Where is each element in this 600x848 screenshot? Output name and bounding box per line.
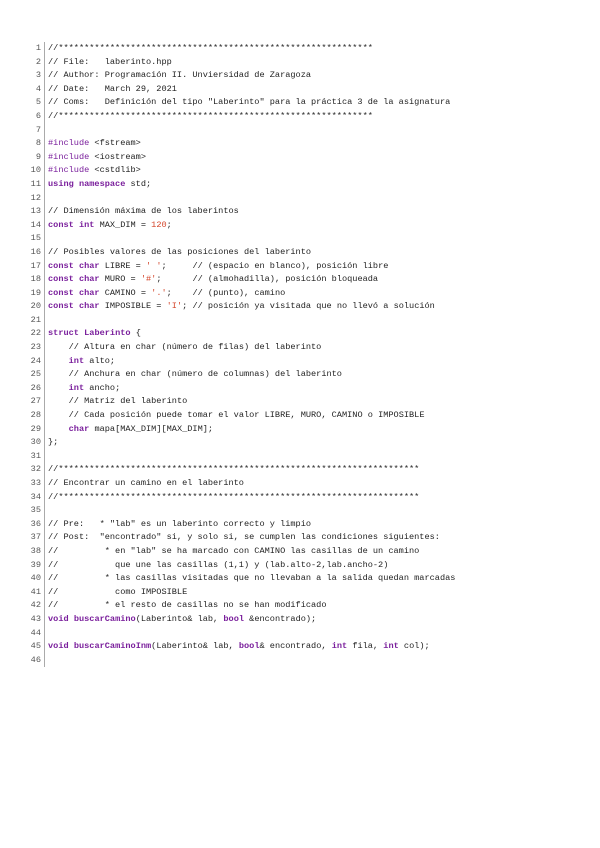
code-token: // que une las casillas (1,1) y (lab.alto-2,lab.ancho-2)	[48, 559, 389, 570]
code-token: mapa[MAX_DIM][MAX_DIM];	[89, 423, 214, 434]
line-number: 36	[27, 518, 45, 532]
line-number: 41	[27, 586, 45, 600]
line-source	[45, 599, 587, 613]
line-source	[45, 341, 587, 355]
line-number: 9	[27, 151, 45, 165]
code-line	[27, 640, 587, 654]
line-source	[45, 518, 587, 532]
line-source	[45, 531, 587, 545]
code-token: // como IMPOSIBLE	[48, 586, 188, 597]
code-line	[27, 545, 587, 559]
code-line	[27, 300, 587, 314]
code-line	[27, 613, 587, 627]
code-token: // * en "lab" se ha marcado con CAMINO las casillas de un camino	[48, 545, 420, 556]
code-token: fila,	[347, 641, 384, 652]
code-token: int	[383, 641, 399, 652]
line-source	[45, 450, 587, 464]
code-line	[27, 327, 587, 341]
line-source	[45, 586, 587, 600]
code-line	[27, 205, 587, 219]
line-number: 40	[27, 572, 45, 586]
line-number: 7	[27, 124, 45, 138]
code-token	[48, 410, 69, 420]
code-token: // Author: Programación II. Unviersidad de Zaragoza	[48, 70, 312, 81]
line-number: 23	[27, 341, 45, 355]
code-token: MURO =	[99, 274, 141, 285]
code-token: ancho;	[84, 382, 121, 393]
code-line	[27, 654, 587, 668]
line-number: 46	[27, 654, 45, 668]
code-token: //**********************************************************************	[48, 464, 420, 475]
code-token: void	[48, 613, 69, 624]
line-number: 15	[27, 232, 45, 246]
line-number: 11	[27, 178, 45, 192]
line-number: 2	[27, 56, 45, 70]
code-line	[27, 423, 587, 437]
line-source	[45, 382, 587, 396]
code-line	[27, 192, 587, 206]
code-token: //**********************************************************************	[48, 491, 420, 502]
line-source	[45, 69, 587, 83]
line-number: 37	[27, 531, 45, 545]
line-number: 19	[27, 287, 45, 301]
line-number: 14	[27, 219, 45, 233]
code-line	[27, 395, 587, 409]
code-token: LIBRE =	[99, 260, 146, 271]
code-token: const char	[48, 260, 100, 271]
code-token: // * las casillas visitadas que no llevaban a la salida quedan marcadas	[48, 573, 456, 584]
code-line	[27, 450, 587, 464]
code-token: //*************************************************************	[48, 110, 373, 121]
code-token: (Laberinto& lab,	[135, 613, 224, 624]
code-line	[27, 96, 587, 110]
line-number: 18	[27, 273, 45, 287]
code-token: // * el resto de casillas no se han modificado	[48, 600, 327, 611]
code-token: <fstream>	[89, 138, 141, 149]
line-source	[45, 192, 587, 206]
code-token: buscarCamino	[73, 613, 136, 624]
code-token	[48, 424, 69, 434]
code-line	[27, 477, 587, 491]
line-number: 29	[27, 423, 45, 437]
code-token: //*************************************************************	[48, 43, 373, 53]
code-line	[27, 627, 587, 641]
code-token: int	[331, 641, 348, 652]
code-token: struct	[48, 328, 79, 339]
code-token: // (espacio en blanco), posición libre	[192, 260, 389, 271]
code-token: int	[68, 355, 85, 366]
line-source	[45, 287, 587, 301]
code-line	[27, 219, 587, 233]
line-source	[45, 205, 587, 219]
line-number: 16	[27, 246, 45, 260]
code-token: // File: laberinto.hpp	[48, 56, 172, 67]
line-number: 45	[27, 640, 45, 654]
code-token: & encontrado,	[259, 641, 332, 652]
code-token: // Matriz del laberinto	[68, 396, 188, 407]
line-number: 28	[27, 409, 45, 423]
code-line	[27, 151, 587, 165]
line-source	[45, 219, 587, 233]
code-token: void	[48, 641, 69, 652]
code-listing	[27, 42, 587, 667]
code-token: const char	[48, 301, 100, 312]
code-token: '.'	[151, 287, 167, 298]
code-line	[27, 586, 587, 600]
code-token: ;	[161, 260, 193, 271]
code-token: #include	[48, 151, 90, 162]
line-source	[45, 232, 587, 246]
code-line	[27, 463, 587, 477]
line-number: 17	[27, 260, 45, 274]
line-source	[45, 627, 587, 641]
code-token: // posición ya visitada que no llevó a solución	[192, 301, 435, 312]
code-token: // Encontrar un camino en el laberinto	[48, 478, 244, 488]
code-line	[27, 355, 587, 369]
code-token: // Altura en char (número de filas) del laberinto	[68, 342, 322, 353]
line-source	[45, 504, 587, 518]
line-number: 38	[27, 545, 45, 559]
line-source	[45, 300, 587, 314]
code-token: ;	[156, 274, 193, 285]
code-token: const int	[48, 219, 95, 230]
code-token: // Posibles valores de las posiciones del laberinto	[48, 246, 312, 257]
code-token: std;	[125, 178, 152, 189]
code-token: const char	[48, 274, 100, 285]
line-number: 1	[27, 42, 45, 56]
line-number: 44	[27, 627, 45, 641]
code-line	[27, 382, 587, 396]
line-source	[45, 96, 587, 110]
code-token: ;	[166, 287, 193, 298]
code-line	[27, 504, 587, 518]
code-line	[27, 409, 587, 423]
code-token: };	[48, 437, 59, 448]
code-line	[27, 314, 587, 328]
code-token	[48, 396, 69, 406]
code-token: // Dimensión máxima de los laberintos	[48, 206, 239, 217]
code-line	[27, 572, 587, 586]
code-line	[27, 491, 587, 505]
code-token: using namespace	[48, 178, 126, 189]
code-line	[27, 368, 587, 382]
line-source	[45, 640, 587, 654]
code-token	[48, 342, 69, 352]
code-line	[27, 287, 587, 301]
code-line	[27, 341, 587, 355]
line-number: 26	[27, 382, 45, 396]
line-source	[45, 137, 587, 151]
code-line	[27, 246, 587, 260]
line-source	[45, 463, 587, 477]
line-number: 27	[27, 395, 45, 409]
line-source	[45, 654, 587, 668]
code-token: // Coms: Definición del tipo "Laberinto" para la práctica 3 de la asignatura	[48, 97, 451, 108]
code-token: {	[130, 328, 141, 339]
line-number: 39	[27, 559, 45, 573]
line-number: 32	[27, 463, 45, 477]
code-token: <iostream>	[89, 151, 146, 162]
code-line	[27, 260, 587, 274]
code-line	[27, 164, 587, 178]
code-token: #include	[48, 165, 90, 176]
line-source	[45, 368, 587, 382]
line-source	[45, 613, 587, 627]
line-number: 22	[27, 327, 45, 341]
line-number: 5	[27, 96, 45, 110]
code-token: #include	[48, 138, 90, 149]
line-source	[45, 83, 587, 97]
code-token: &encontrado);	[244, 613, 317, 624]
line-number: 35	[27, 504, 45, 518]
code-token: // (punto), camino	[192, 287, 286, 298]
line-source	[45, 559, 587, 573]
code-token: char	[68, 423, 90, 434]
line-source	[45, 42, 587, 56]
line-source	[45, 151, 587, 165]
line-number: 34	[27, 491, 45, 505]
line-number: 13	[27, 205, 45, 219]
code-token: bool	[238, 641, 260, 652]
line-number: 6	[27, 110, 45, 124]
code-token: 120	[151, 219, 167, 230]
line-source	[45, 164, 587, 178]
line-source	[45, 273, 587, 287]
line-source	[45, 110, 587, 124]
code-line	[27, 42, 587, 56]
line-number: 12	[27, 192, 45, 206]
line-source	[45, 395, 587, 409]
line-number: 43	[27, 613, 45, 627]
line-number: 24	[27, 355, 45, 369]
code-token: ;	[182, 301, 193, 312]
code-line	[27, 436, 587, 450]
code-token: int	[68, 382, 85, 393]
code-token: CAMINO =	[99, 287, 152, 298]
code-line	[27, 273, 587, 287]
code-token: const char	[48, 287, 100, 298]
line-number: 4	[27, 83, 45, 97]
line-source	[45, 409, 587, 423]
code-line	[27, 599, 587, 613]
line-source	[45, 545, 587, 559]
code-token: // Cada posición puede tomar el valor LIBRE, MURO, CAMINO o IMPOSIBLE	[68, 410, 425, 421]
code-line	[27, 83, 587, 97]
code-line	[27, 124, 587, 138]
line-source	[45, 327, 587, 341]
line-source	[45, 491, 587, 505]
code-line	[27, 232, 587, 246]
code-line	[27, 518, 587, 532]
code-token: (Laberinto& lab,	[151, 641, 239, 652]
line-source	[45, 56, 587, 70]
code-token: buscarCaminoInm	[73, 641, 152, 652]
line-source	[45, 314, 587, 328]
line-source	[45, 477, 587, 491]
code-line	[27, 559, 587, 573]
line-number: 8	[27, 137, 45, 151]
code-line	[27, 56, 587, 70]
code-token: alto;	[84, 355, 116, 366]
code-token: col);	[398, 641, 430, 652]
code-line	[27, 137, 587, 151]
line-number: 21	[27, 314, 45, 328]
line-source	[45, 355, 587, 369]
code-token: // Post: "encontrado" si, y solo si, se cumplen las condiciones siguientes:	[48, 532, 440, 543]
code-token: '#'	[140, 274, 157, 285]
code-token: // Pre: * "lab" es un laberinto correcto y limpio	[48, 518, 312, 529]
line-source	[45, 260, 587, 274]
code-token	[48, 383, 69, 393]
line-source	[45, 124, 587, 138]
line-number: 33	[27, 477, 45, 491]
line-number: 25	[27, 368, 45, 382]
code-token: ' '	[146, 260, 162, 271]
code-line	[27, 178, 587, 192]
line-source	[45, 572, 587, 586]
line-number: 42	[27, 599, 45, 613]
code-line	[27, 110, 587, 124]
line-number: 30	[27, 436, 45, 450]
code-token: // Date: March 29, 2021	[48, 83, 177, 94]
code-token: // (almohadilla), posición bloqueada	[192, 274, 379, 285]
code-token: IMPOSIBLE =	[99, 301, 167, 312]
code-token: MAX_DIM =	[94, 219, 152, 230]
line-source	[45, 178, 587, 192]
line-source	[45, 436, 587, 450]
line-number: 10	[27, 164, 45, 178]
line-number: 20	[27, 300, 45, 314]
code-token: bool	[223, 613, 245, 624]
code-token: ;	[166, 219, 172, 230]
line-number: 31	[27, 450, 45, 464]
code-token	[48, 369, 69, 379]
code-line	[27, 531, 587, 545]
code-token: 'I'	[166, 301, 183, 312]
code-token: // Anchura en char (número de columnas) del laberinto	[68, 369, 342, 380]
line-number: 3	[27, 69, 45, 83]
line-source	[45, 423, 587, 437]
line-source	[45, 246, 587, 260]
code-token: <cstdlib>	[89, 165, 141, 176]
code-token: Laberinto	[84, 328, 131, 339]
code-token	[48, 356, 69, 366]
code-line	[27, 69, 587, 83]
